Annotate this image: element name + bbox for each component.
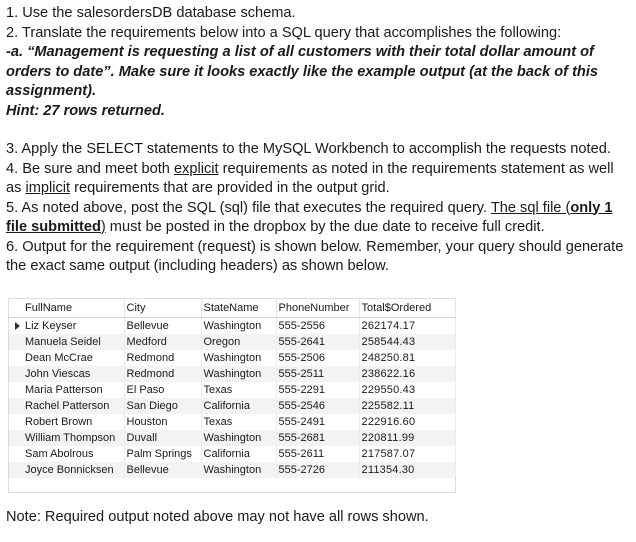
instruction-5 — [6, 199, 630, 238]
row-marker — [9, 350, 23, 366]
cell: Dean McCrae — [23, 350, 124, 366]
row-marker — [9, 414, 23, 430]
footnote: Note: Required output noted above may not have all rows shown. — [6, 509, 429, 525]
cell: 555-2491 — [276, 414, 359, 430]
instruction-4-text: requirements as noted in the requirements statement as well as — [6, 160, 614, 196]
instruction-5-text: must be posted in the dropbox by the due date to receive full credit. — [105, 219, 545, 235]
task-hint: Hint: 27 rows returned. — [6, 102, 165, 119]
instruction-5-text: 5. As noted above, post the SQL (sql) file that executes the required query. — [6, 199, 491, 216]
cell: 248250.81 — [359, 350, 455, 366]
cell: California — [201, 398, 276, 414]
cell: 211354.30 — [359, 462, 455, 478]
table-row[interactable] — [9, 366, 455, 382]
cell: 555-2546 — [276, 398, 359, 414]
row-marker — [9, 366, 23, 382]
cell: William Thompson — [23, 430, 124, 446]
cell: California — [201, 446, 276, 462]
cell: Medford — [124, 334, 201, 350]
table-row[interactable] — [9, 350, 455, 366]
row-marker-header — [9, 299, 23, 318]
cell: Bellevue — [124, 318, 201, 335]
instruction-1: 1. Use the salesordersDB database schema. — [6, 5, 296, 21]
cell: 225582.11 — [359, 398, 455, 414]
explicit-term: explicit — [173, 160, 219, 177]
cell: 555-2681 — [276, 430, 359, 446]
cell: John Viescas — [23, 366, 124, 382]
instruction-2: 2. Translate the requirements below into a SQL query that accomplishes the following: — [6, 24, 562, 41]
instruction-6: 6. Output for the requirement (request) is shown below. Remember, your query should generate the exact same output (including headers) as shown below. — [6, 238, 624, 274]
result-table — [9, 299, 456, 478]
cell: 555-2556 — [276, 318, 359, 335]
cell: 262174.17 — [359, 318, 455, 335]
column-header[interactable]: Total$Ordered — [359, 299, 455, 318]
cell: Rachel Patterson — [23, 398, 124, 414]
cell: Liz Keyser — [23, 318, 124, 335]
cell: 555-2611 — [276, 446, 359, 462]
column-header[interactable]: City — [124, 299, 201, 318]
table-row[interactable] — [9, 430, 455, 446]
current-row-pointer-icon — [9, 318, 23, 335]
cell: 258544.43 — [359, 334, 455, 350]
cell: 220811.99 — [359, 430, 455, 446]
row-marker — [9, 462, 23, 478]
assignment-document — [6, 4, 630, 277]
row-marker — [9, 430, 23, 446]
cell: Joyce Bonnicksen — [23, 462, 124, 478]
table-row[interactable] — [9, 462, 455, 478]
table-row[interactable] — [9, 382, 455, 398]
instruction-4-text: requirements that are provided in the output grid. — [70, 180, 390, 196]
cell: Washington — [201, 350, 276, 366]
cell: 238622.16 — [359, 366, 455, 382]
instruction-4 — [6, 160, 630, 199]
instruction-3: 3. Apply the SELECT statements to the MySQL Workbench to accomplish the requests noted. — [6, 141, 611, 157]
cell: 555-2641 — [276, 334, 359, 350]
cell: Redmond — [124, 350, 201, 366]
table-row[interactable] — [9, 398, 455, 414]
cell: 229550.43 — [359, 382, 455, 398]
paragraph-spacer — [6, 121, 630, 140]
sql-file-text: The sql file ( — [490, 199, 571, 216]
cell: Maria Patterson — [23, 382, 124, 398]
row-marker — [9, 398, 23, 414]
cell: Duvall — [124, 430, 201, 446]
implicit-term: implicit — [25, 180, 71, 196]
cell: Texas — [201, 414, 276, 430]
sql-file-text: ) — [100, 219, 106, 235]
cell: Texas — [201, 382, 276, 398]
header-row — [9, 299, 455, 318]
cell: El Paso — [124, 382, 201, 398]
cell: 555-2506 — [276, 350, 359, 366]
cell: Washington — [201, 366, 276, 382]
cell: Manuela Seidel — [23, 334, 124, 350]
only-one-file-emphasis: only 1 file submitted — [6, 199, 613, 235]
column-header[interactable]: FullName — [23, 299, 124, 318]
cell: 555-2511 — [276, 366, 359, 382]
cell: 555-2726 — [276, 462, 359, 478]
cell: 217587.07 — [359, 446, 455, 462]
table-row[interactable] — [9, 318, 455, 335]
column-header[interactable]: StateName — [201, 299, 276, 318]
cell: Washington — [201, 462, 276, 478]
cell: San Diego — [124, 398, 201, 414]
output-grid — [8, 298, 456, 493]
cell: Houston — [124, 414, 201, 430]
cell: 555-2291 — [276, 382, 359, 398]
cell: Robert Brown — [23, 414, 124, 430]
task-requirement: -a. “Management is requesting a list of all customers with their total dollar amount of orders to date”. Make sure it looks exactly like the example output (at the back of this assignment). — [6, 44, 599, 99]
cell: Palm Springs — [124, 446, 201, 462]
table-row[interactable] — [9, 414, 455, 430]
row-marker — [9, 446, 23, 462]
cell: Sam Abolrous — [23, 446, 124, 462]
column-header[interactable]: PhoneNumber — [276, 299, 359, 318]
cell: Oregon — [201, 334, 276, 350]
cell: Redmond — [124, 366, 201, 382]
cell: Washington — [201, 430, 276, 446]
row-marker — [9, 334, 23, 350]
cell: Bellevue — [124, 462, 201, 478]
cell: 222916.60 — [359, 414, 455, 430]
instruction-4-text: 4. Be sure and meet both — [6, 160, 174, 177]
table-row[interactable] — [9, 334, 455, 350]
row-marker — [9, 382, 23, 398]
table-row[interactable] — [9, 446, 455, 462]
cell: Washington — [201, 318, 276, 335]
